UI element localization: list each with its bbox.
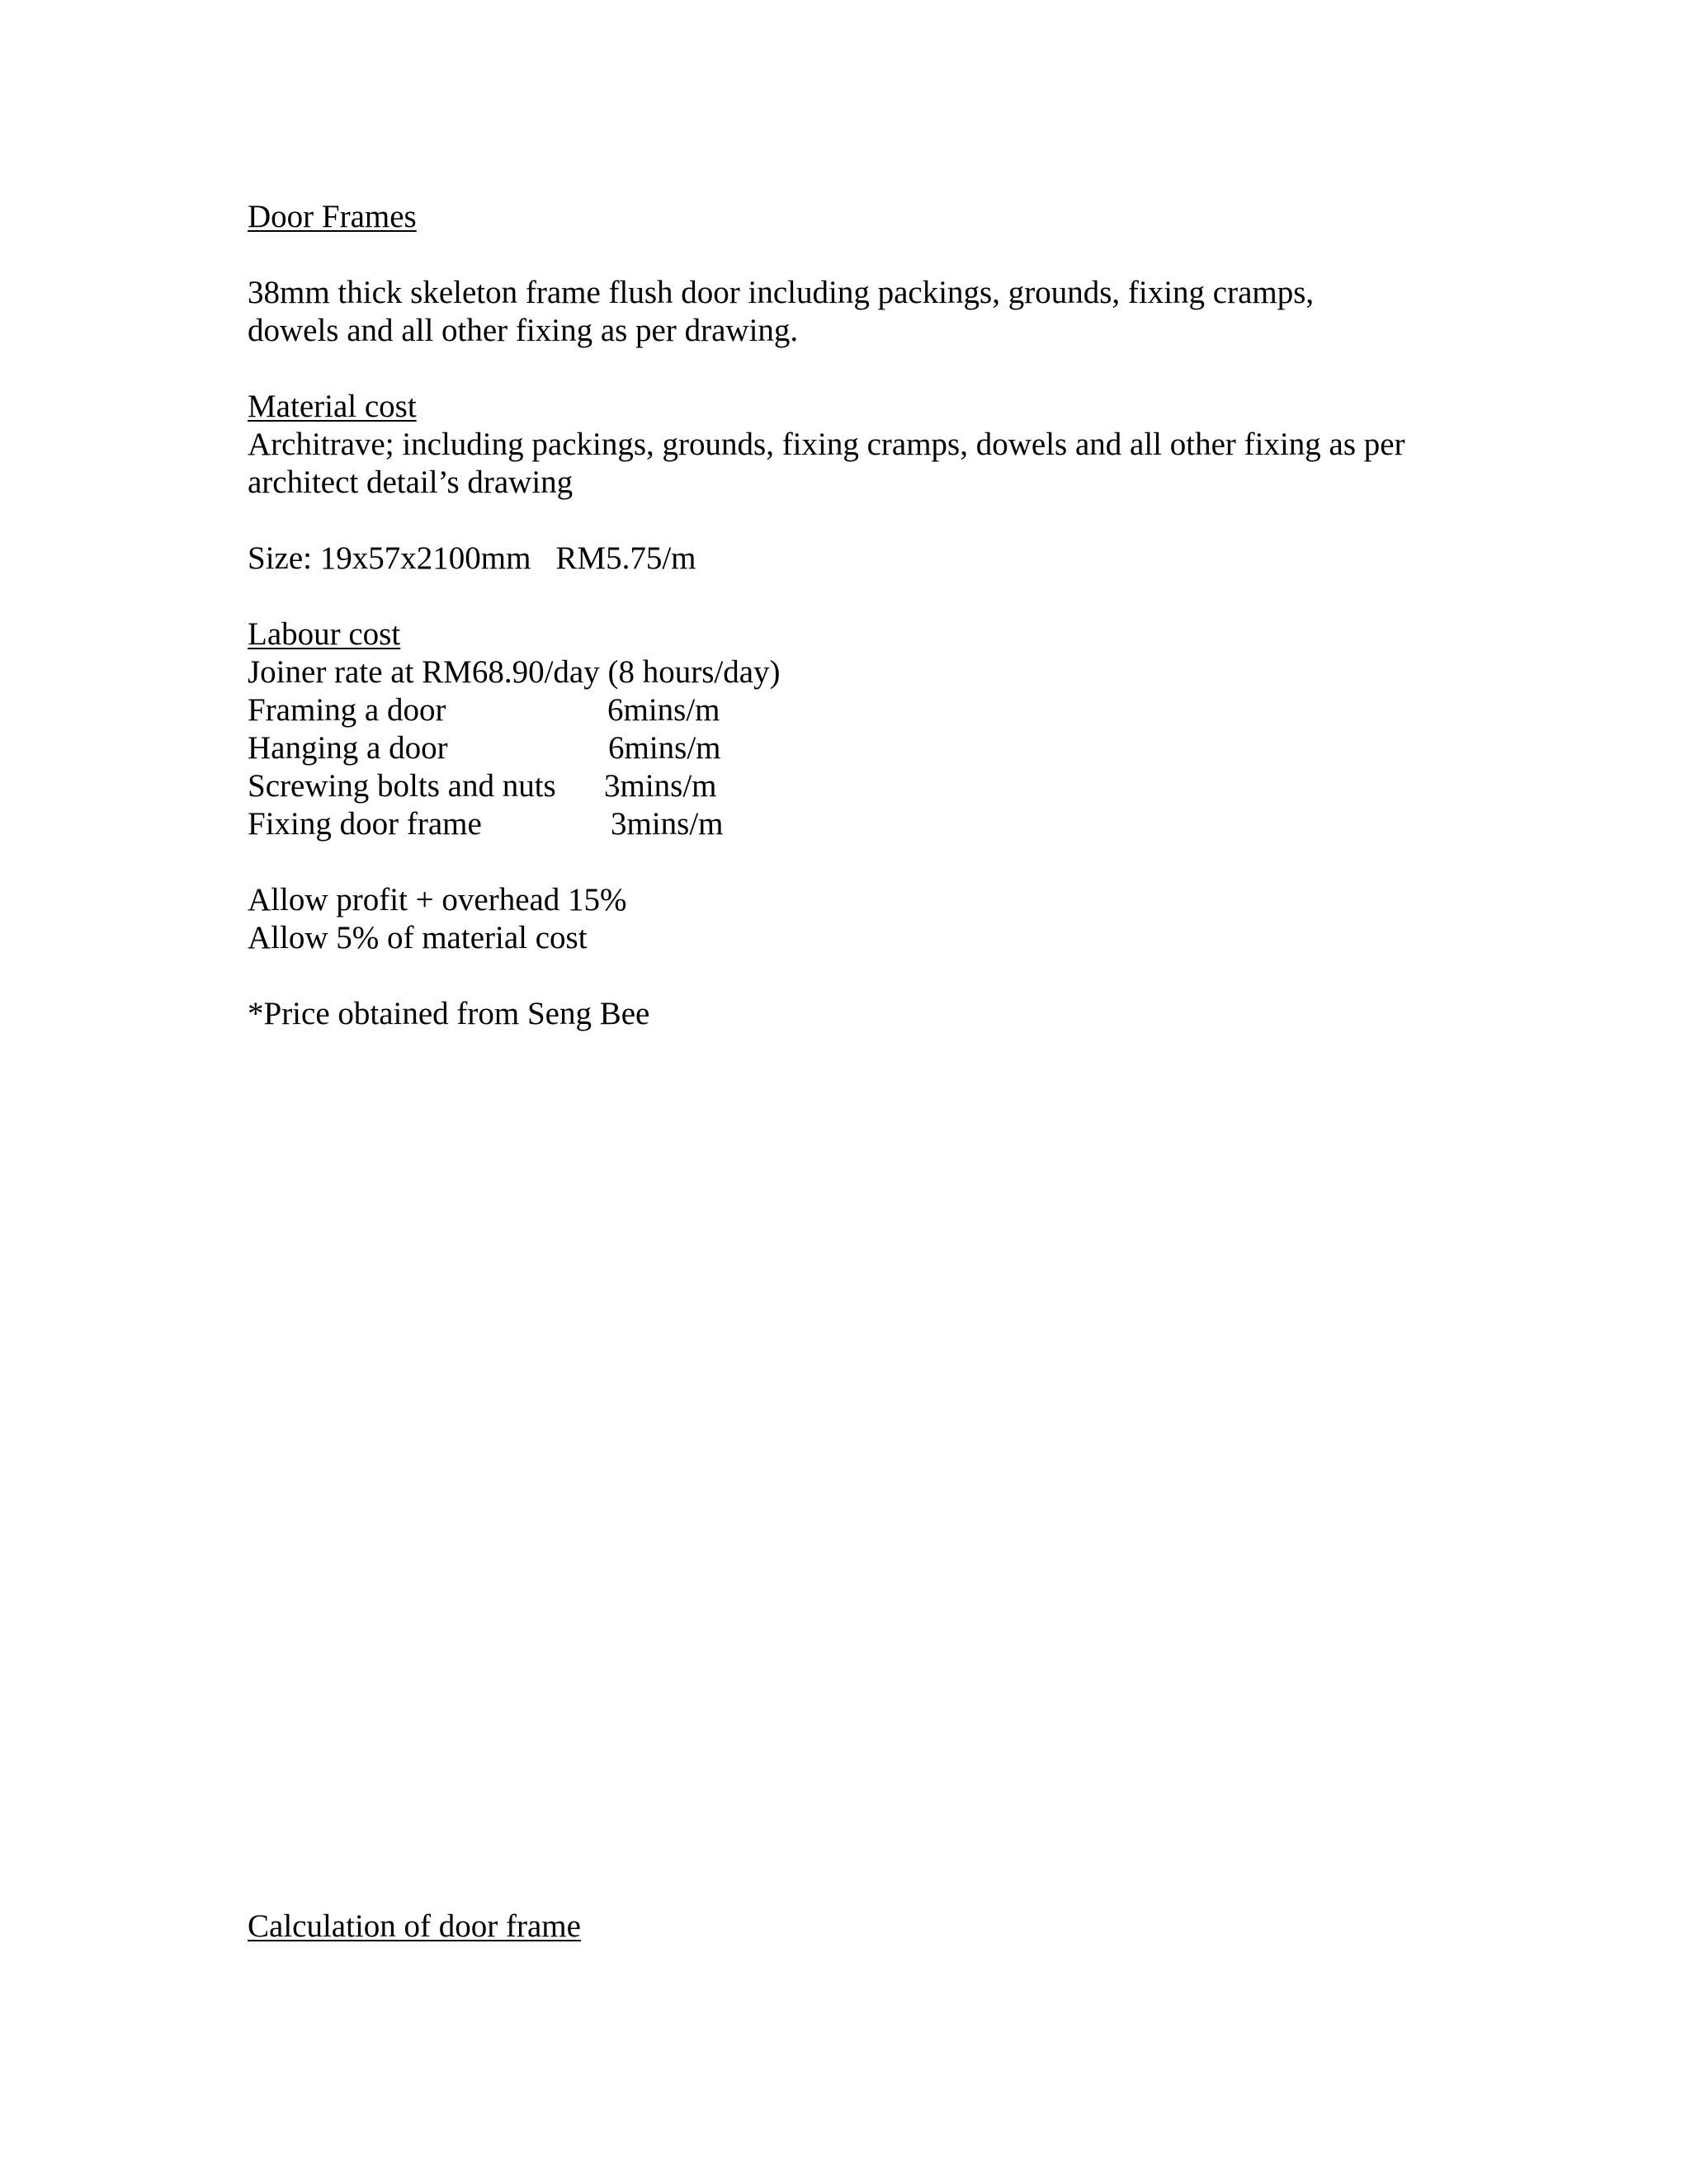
labour-task-row — [248, 805, 724, 843]
size-label: Size: 19x57x2100mm — [248, 540, 531, 576]
description-line-1: 38mm thick skeleton frame flush door including packings, grounds, fixing cramps, — [248, 275, 1315, 310]
labour-task-time: 6mins/m — [608, 730, 721, 766]
labour-task-name: Fixing door frame — [248, 806, 482, 842]
labour-cost-heading: Labour cost — [248, 616, 401, 652]
material-cost-heading: Material cost — [248, 389, 417, 424]
labour-task-row — [248, 767, 717, 805]
allowance-material: Allow 5% of material cost — [248, 920, 588, 955]
size-price: RM5.75/m — [555, 540, 696, 576]
labour-task-name: Screwing bolts and nuts — [248, 768, 556, 804]
material-text-line-1: Architrave; including packings, grounds, fixing cramps, dowels and all other fixing as per — [248, 427, 1405, 462]
description-line-2: dowels and all other fixing as per drawing. — [248, 313, 799, 348]
allowance-profit-overhead: Allow profit + overhead 15% — [248, 882, 627, 917]
size-line — [248, 540, 696, 578]
labour-task-name: Hanging a door — [248, 730, 448, 766]
joiner-rate: Joiner rate at RM68.90/day (8 hours/day) — [248, 654, 781, 690]
material-text-line-2: architect detail’s drawing — [248, 465, 574, 500]
labour-task-row — [248, 729, 721, 767]
page-title: Door Frames — [248, 199, 417, 234]
labour-task-time: 3mins/m — [611, 806, 724, 842]
calculation-heading: Calculation of door frame — [248, 1908, 581, 1944]
labour-task-time: 6mins/m — [607, 692, 720, 728]
labour-task-name: Framing a door — [248, 692, 446, 728]
price-source-note: *Price obtained from Seng Bee — [248, 996, 650, 1031]
labour-task-time: 3mins/m — [604, 768, 717, 804]
labour-task-row — [248, 691, 720, 729]
